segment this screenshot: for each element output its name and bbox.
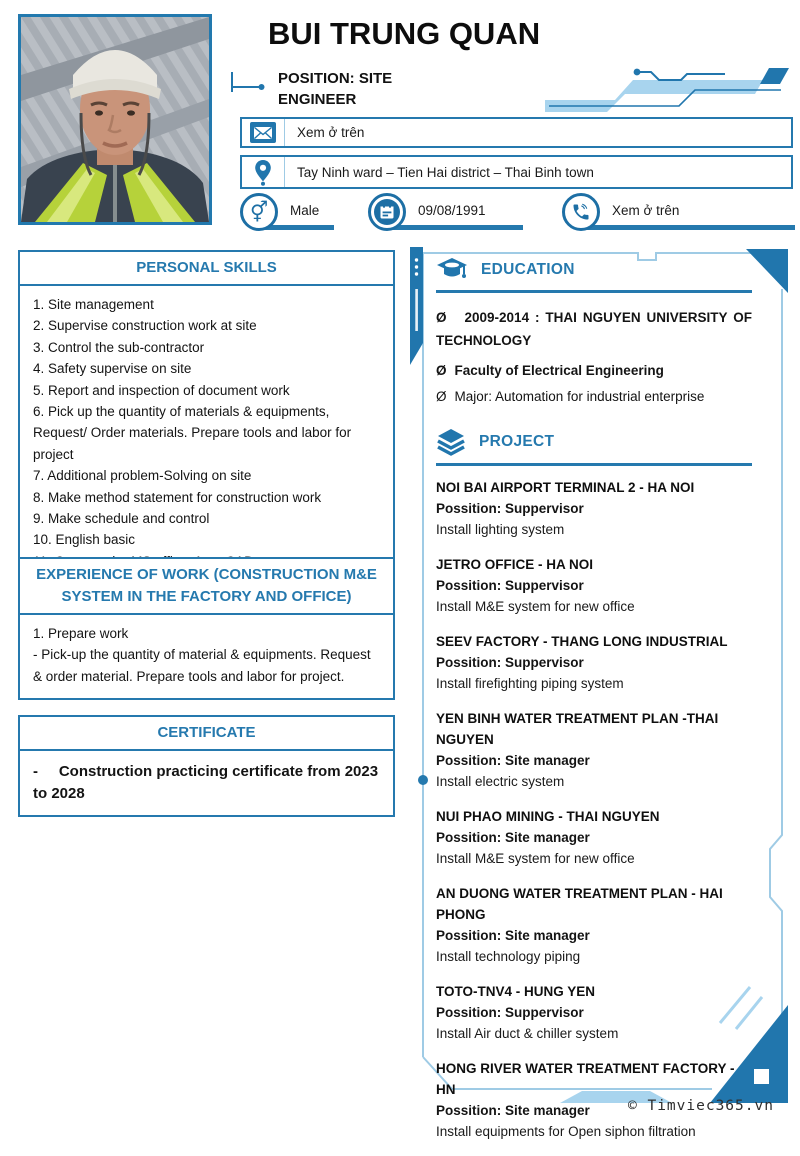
education-rule bbox=[436, 290, 752, 293]
education-item bbox=[436, 359, 752, 382]
skill-item: 5. Report and inspection of document work bbox=[33, 382, 290, 398]
personal-skills-panel bbox=[18, 250, 395, 584]
experience-title: EXPERIENCE OF WORK (CONSTRUCTION M&E SYSTEM IN THE FACTORY AND OFFICE) bbox=[20, 559, 393, 615]
project-detail: Install Air duct & chiller system bbox=[436, 1026, 619, 1041]
skill-item: 4. Safety supervise on site bbox=[33, 361, 192, 377]
underline-bar bbox=[390, 225, 523, 230]
portrait-illustration bbox=[21, 17, 209, 222]
email-value: Xem ở trên bbox=[297, 125, 365, 140]
personal-skills-list bbox=[33, 294, 380, 572]
project-position: Possition: Site manager bbox=[436, 753, 590, 768]
skill-item: 8. Make method statement for construction work bbox=[33, 489, 322, 505]
project-detail: Install lighting system bbox=[436, 522, 565, 537]
project-detail: Install firefighting piping system bbox=[436, 676, 624, 691]
skill-item: 2. Supervise construction work at site bbox=[33, 318, 257, 334]
birth-date-value: 09/08/1991 bbox=[418, 203, 486, 218]
calendar-icon bbox=[368, 193, 406, 231]
underline-bar bbox=[262, 225, 334, 230]
project-name: TOTO-TNV4 - HUNG YEN bbox=[436, 984, 596, 999]
email-row bbox=[240, 117, 793, 148]
education-list bbox=[436, 306, 752, 408]
bullet-marker: Ø bbox=[436, 363, 447, 378]
project-list bbox=[436, 477, 752, 1142]
project-name: JETRO OFFICE - HA NOI bbox=[436, 557, 594, 572]
project-detail: Install technology piping bbox=[436, 949, 581, 964]
project-name: SEEV FACTORY - THANG LONG INDUSTRIAL bbox=[436, 634, 728, 649]
education-text: Faculty of Electrical Engineering bbox=[454, 363, 664, 378]
project-name: HONG RIVER WATER TREATMENT FACTORY - HN bbox=[436, 1061, 735, 1097]
graduation-cap-icon bbox=[436, 257, 468, 283]
skill-item: 6. Pick up the quantity of materials & equipments, Request/ Order materials. Prepare tools and labor for project bbox=[33, 404, 352, 462]
address-row bbox=[240, 155, 793, 189]
project-detail: Install equipments for Open siphon filtration bbox=[436, 1124, 696, 1139]
experience-list bbox=[33, 623, 380, 687]
education-header bbox=[436, 257, 752, 283]
birth-date-item bbox=[368, 193, 486, 235]
project-rule bbox=[436, 463, 752, 466]
education-item bbox=[436, 385, 752, 408]
certificate-title: CERTIFICATE bbox=[20, 717, 393, 751]
bullet-marker: Ø bbox=[436, 389, 447, 404]
education-text: 2009-2014 : THAI NGUYEN UNIVERSITY OF TECHNOLOGY bbox=[436, 310, 752, 348]
project-detail: Install M&E system for new office bbox=[436, 599, 635, 614]
phone-value: Xem ở trên bbox=[612, 203, 680, 218]
right-column bbox=[410, 245, 792, 1139]
skill-item: 10. English basic bbox=[33, 532, 136, 548]
layers-icon bbox=[436, 428, 466, 456]
phone-icon bbox=[562, 193, 600, 231]
project-entry bbox=[436, 708, 752, 792]
project-name: NUI PHAO MINING - THAI NGUYEN bbox=[436, 809, 660, 824]
skill-item: 1. Site management bbox=[33, 297, 154, 312]
personal-skills-title: PERSONAL SKILLS bbox=[20, 252, 393, 286]
project-position: Possition: Suppervisor bbox=[436, 501, 584, 516]
project-position: Possition: Site manager bbox=[436, 1103, 590, 1118]
project-entry bbox=[436, 477, 752, 540]
underline-bar bbox=[584, 225, 795, 230]
certificate-item: - Construction practicing certificate from 2023 to 2028 bbox=[33, 763, 379, 802]
location-pin-icon bbox=[242, 159, 284, 186]
project-name: NOI BAI AIRPORT TERMINAL 2 - HA NOI bbox=[436, 480, 695, 495]
education-item bbox=[436, 306, 752, 352]
gender-icon: ⚥ bbox=[240, 193, 278, 231]
project-entry bbox=[436, 883, 752, 967]
certificate-list bbox=[33, 761, 380, 805]
profile-photo bbox=[18, 14, 212, 225]
project-detail: Install M&E system for new office bbox=[436, 851, 635, 866]
position-decoration-line bbox=[228, 68, 270, 98]
position-title: POSITION: SITE ENGINEER bbox=[278, 70, 393, 108]
watermark-credit: © Timviec365.vn bbox=[628, 1098, 774, 1114]
gender-item bbox=[240, 193, 320, 235]
gender-value: Male bbox=[290, 203, 320, 218]
address-value: Tay Ninh ward – Tien Hai district – Thai Binh town bbox=[297, 164, 594, 180]
bullet-marker: Ø bbox=[436, 310, 447, 325]
phone-item bbox=[562, 193, 680, 235]
experience-panel bbox=[18, 557, 395, 700]
project-position: Possition: Suppervisor bbox=[436, 655, 584, 670]
candidate-name: BUI TRUNG QUAN bbox=[268, 16, 541, 51]
education-title: EDUCATION bbox=[481, 261, 575, 278]
experience-item: 1. Prepare work bbox=[33, 626, 129, 641]
project-title: PROJECT bbox=[479, 433, 555, 450]
project-position: Possition: Site manager bbox=[436, 928, 590, 943]
project-entry bbox=[436, 554, 752, 617]
project-name: YEN BINH WATER TREATMENT PLAN -THAI NGUYEN bbox=[436, 711, 719, 747]
skill-item: 9. Make schedule and control bbox=[33, 511, 210, 527]
project-detail: Install electric system bbox=[436, 774, 565, 789]
certificate-panel bbox=[18, 715, 395, 817]
experience-item: - Pick-up the quantity of material & equipments. Request & order material. Prepare tools and labor for project. bbox=[33, 647, 371, 684]
skill-item: 3. Control the sub-contractor bbox=[33, 339, 205, 355]
envelope-icon bbox=[242, 122, 284, 143]
project-header bbox=[436, 428, 752, 456]
project-entry bbox=[436, 981, 752, 1044]
position-row bbox=[228, 68, 463, 110]
project-position: Possition: Site manager bbox=[436, 830, 590, 845]
project-entry bbox=[436, 806, 752, 869]
project-position: Possition: Suppervisor bbox=[436, 578, 584, 593]
education-text: Major: Automation for industrial enterprise bbox=[454, 389, 705, 404]
project-position: Possition: Suppervisor bbox=[436, 1005, 584, 1020]
project-name: AN DUONG WATER TREATMENT PLAN - HAI PHONG bbox=[436, 886, 723, 922]
skill-item: 7. Additional problem-Solving on site bbox=[33, 468, 252, 484]
project-entry bbox=[436, 631, 752, 694]
